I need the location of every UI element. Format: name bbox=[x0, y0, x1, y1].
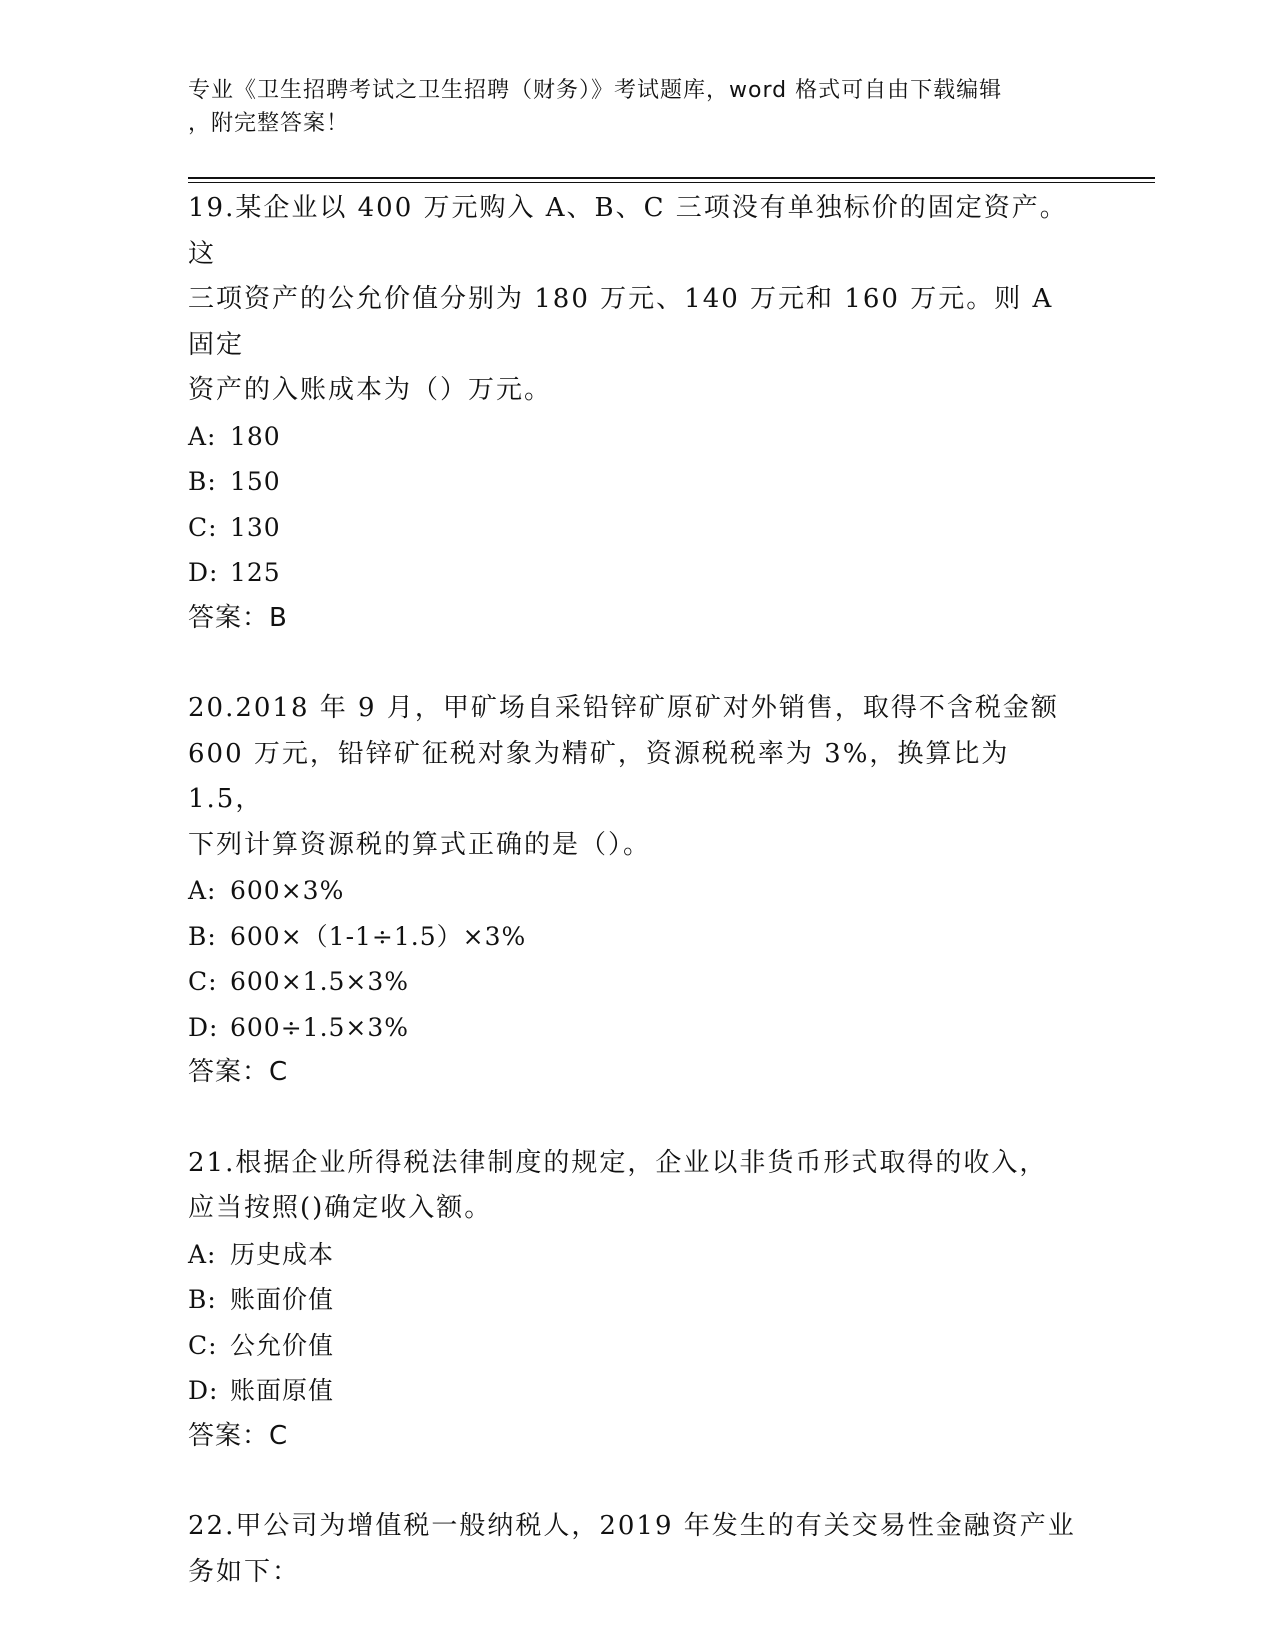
option-letter: D: bbox=[188, 1012, 219, 1042]
option-text: 历史成本 bbox=[230, 1239, 335, 1269]
question-stem-line: 应当按照()确定收入额。 bbox=[188, 1193, 493, 1223]
answer-option bbox=[188, 459, 1088, 505]
question-stem-line: 下列计算资源税的算式正确的是（）。 bbox=[188, 829, 652, 860]
question-stem-line: 19.某企业以 400 万元购入 A、B、C 三项没有单独标价的固定资产。这 bbox=[188, 193, 1068, 269]
header-divider-thick bbox=[188, 177, 1155, 179]
option-letter: A: bbox=[188, 876, 217, 905]
option-text: 600×（1-1÷1.5）×3% bbox=[230, 921, 527, 951]
option-text: 账面价值 bbox=[230, 1285, 335, 1314]
answer-line bbox=[188, 1414, 1088, 1460]
answer-option bbox=[188, 1005, 1088, 1051]
question-stem-line: 22.甲公司为增值税一般纳税人，2019 年发生的有关交易性金融资产业 bbox=[188, 1511, 1076, 1541]
option-letter: C: bbox=[188, 967, 218, 996]
answer-option bbox=[188, 1323, 1088, 1369]
question-block bbox=[188, 1504, 1088, 1595]
document-header bbox=[188, 74, 1068, 140]
option-text: 公允价值 bbox=[230, 1330, 335, 1360]
answer-value: B bbox=[269, 602, 288, 633]
option-text: 125 bbox=[230, 558, 281, 587]
question-block bbox=[188, 686, 1088, 1096]
option-letter: A: bbox=[188, 1239, 217, 1269]
header-divider-thin bbox=[188, 182, 1155, 183]
question-block bbox=[188, 186, 1088, 641]
answer-option bbox=[188, 1368, 1088, 1414]
question-stem-line: 务如下： bbox=[188, 1556, 301, 1587]
option-letter: C: bbox=[188, 512, 218, 542]
answer-option bbox=[188, 868, 1088, 914]
header-line-2: ，附完整答案！ bbox=[188, 111, 350, 136]
answer-option bbox=[188, 1232, 1088, 1278]
option-text: 600÷1.5×3% bbox=[230, 1012, 410, 1042]
answer-value: C bbox=[269, 1057, 289, 1087]
answer-line bbox=[188, 1050, 1088, 1096]
question-stem-line: 21.根据企业所得税法律制度的规定，企业以非货币形式取得的收入， bbox=[188, 1147, 1048, 1178]
option-letter: B: bbox=[188, 467, 217, 496]
answer-option bbox=[188, 959, 1088, 1005]
option-letter: B: bbox=[188, 921, 217, 951]
option-letter: B: bbox=[188, 1285, 217, 1314]
option-text: 600×3% bbox=[230, 876, 345, 905]
answer-label: 答案： bbox=[188, 602, 270, 633]
answer-value: C bbox=[269, 1420, 289, 1451]
question-stem-line: 600 万元，铅锌矿征税对象为精矿，资源税税率为 3%，换算比为 1.5， bbox=[188, 738, 1010, 814]
option-letter: D: bbox=[188, 1376, 219, 1405]
answer-option bbox=[188, 914, 1088, 960]
question-block bbox=[188, 1141, 1088, 1460]
option-letter: C: bbox=[188, 1330, 218, 1360]
option-text: 账面原值 bbox=[230, 1376, 335, 1405]
question-list bbox=[188, 186, 1088, 1595]
answer-option bbox=[188, 414, 1088, 460]
answer-line bbox=[188, 596, 1088, 642]
option-text: 180 bbox=[230, 421, 281, 451]
question-stem-line: 三项资产的公允价值分别为 180 万元、140 万元和 160 万元。则 A 固定 bbox=[188, 284, 1054, 360]
option-text: 600×1.5×3% bbox=[230, 967, 410, 996]
header-line-1: 专业《卫生招聘考试之卫生招聘（财务）》考试题库，word 格式可自由下载编辑 bbox=[188, 78, 1003, 103]
answer-label: 答案： bbox=[188, 1420, 270, 1451]
option-letter: D: bbox=[188, 558, 219, 587]
question-stem-line: 资产的入账成本为（）万元。 bbox=[188, 375, 553, 405]
question-stem-line: 20.2018 年 9 月，甲矿场自采铅锌矿原矿对外销售，取得不含税金额 bbox=[188, 693, 1059, 723]
answer-option bbox=[188, 550, 1088, 596]
answer-label: 答案： bbox=[188, 1057, 270, 1087]
answer-option bbox=[188, 505, 1088, 551]
option-text: 130 bbox=[230, 512, 281, 542]
option-letter: A: bbox=[188, 421, 217, 451]
option-text: 150 bbox=[230, 467, 281, 496]
answer-option bbox=[188, 1277, 1088, 1323]
